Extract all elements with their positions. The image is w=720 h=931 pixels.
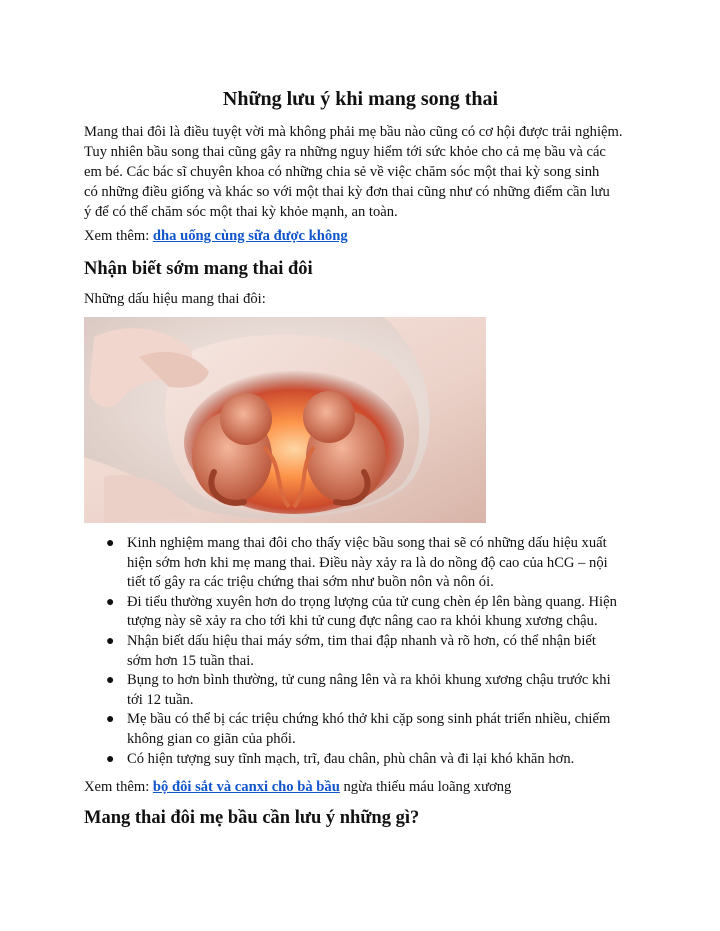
list-item [84, 750, 637, 770]
intro-line: Tuy nhiên bầu song thai cũng gây ra những nguy hiểm tới sức khỏe cho cả mẹ bầu và các [84, 144, 606, 160]
list-item-line: không gian co giãn của phổi. [127, 730, 296, 747]
intro-paragraph [84, 122, 637, 222]
list-item-line: tiết tố gây ra các triệu chứng thai sớm như buồn nôn và nôn ói. [127, 574, 494, 591]
list-item-line: Mẹ bầu có thể bị các triệu chứng khó thở khi cặp song sinh phát triển nhiều, chiếm [127, 711, 611, 728]
see-also-prefix: Xem thêm: [84, 779, 153, 795]
pregnancy-signs-list [84, 534, 637, 769]
intro-line: Mang thai đôi là điều tuyệt vời mà không phải mẹ bầu nào cũng có cơ hội được trải nghiệm. [84, 124, 623, 140]
see-also-prefix: Xem thêm: [84, 228, 153, 244]
list-item [84, 534, 637, 593]
see-also-suffix: ngừa thiếu máu loãng xương [339, 779, 512, 795]
see-also-1 [84, 226, 637, 246]
signs-intro: Những dấu hiệu mang thai đôi: [84, 291, 266, 307]
list-item [84, 632, 637, 671]
list-item-line: Bụng to hơn bình thường, tử cung nâng lên và ra khỏi khung xương chậu trước khi [127, 672, 611, 689]
intro-line: có những điều giống và khác so với một thai kỳ đơn thai cũng như có những điểm cần lưu [84, 184, 610, 200]
see-also-link-iron-calcium[interactable]: bộ đôi sắt và canxi cho bà bầu [152, 779, 340, 795]
bullet-icon: ● [106, 751, 115, 767]
list-item-line: Đi tiểu thường xuyên hơn do trọng lượng của tử cung chèn ép lên bàng quang. Hiện [127, 593, 617, 610]
list-item [84, 710, 637, 749]
intro-line: ý để có thể chăm sóc một thai kỳ khỏe mạnh, an toàn. [84, 204, 398, 220]
intro-line: em bé. Các bác sĩ chuyên khoa có những chia sẻ về việc chăm sóc một thai kỳ song sinh [84, 164, 600, 180]
bullet-icon: ● [106, 633, 115, 649]
bullet-icon: ● [106, 673, 115, 689]
list-item-line: tới 12 tuần. [127, 691, 194, 708]
see-also-2 [84, 777, 637, 797]
list-item [84, 671, 637, 710]
bullet-icon: ● [106, 594, 115, 610]
page-title: Những lưu ý khi mang song thai [222, 88, 499, 110]
section-heading-precautions: Mang thai đôi mẹ bầu cần lưu ý những gì? [84, 808, 420, 828]
list-item-line: tượng này sẽ xảy ra cho tới khi tử cung đực nâng cao ra khỏi khung xương chậu. [127, 613, 598, 630]
twin-pregnancy-image [84, 317, 486, 523]
list-item-line: sớm hơn 15 tuần thai. [127, 652, 254, 669]
section-heading-early-signs: Nhận biết sớm mang thai đôi [84, 259, 313, 279]
list-item-line: Kinh nghiệm mang thai đôi cho thấy việc bầu song thai sẽ có những dấu hiệu xuất [127, 535, 607, 551]
list-item-line: hiện sớm hơn khi mẹ mang thai. Điều này xảy ra là do nồng độ cao của hCG – nội [127, 554, 608, 571]
bullet-icon: ● [106, 712, 115, 728]
twin-pregnancy-illustration [84, 317, 486, 523]
list-item-line: Nhận biết dấu hiệu thai máy sớm, tim thai đập nhanh và rõ hơn, có thể nhận biết [127, 632, 596, 649]
bullet-icon: ● [106, 536, 115, 551]
list-item [84, 593, 637, 632]
see-also-link-dha[interactable]: dha uống cùng sữa được không [152, 228, 348, 244]
list-item-line: Có hiện tượng suy tĩnh mạch, trĩ, đau chân, phù chân và đi lại khó khăn hơn. [127, 750, 575, 767]
